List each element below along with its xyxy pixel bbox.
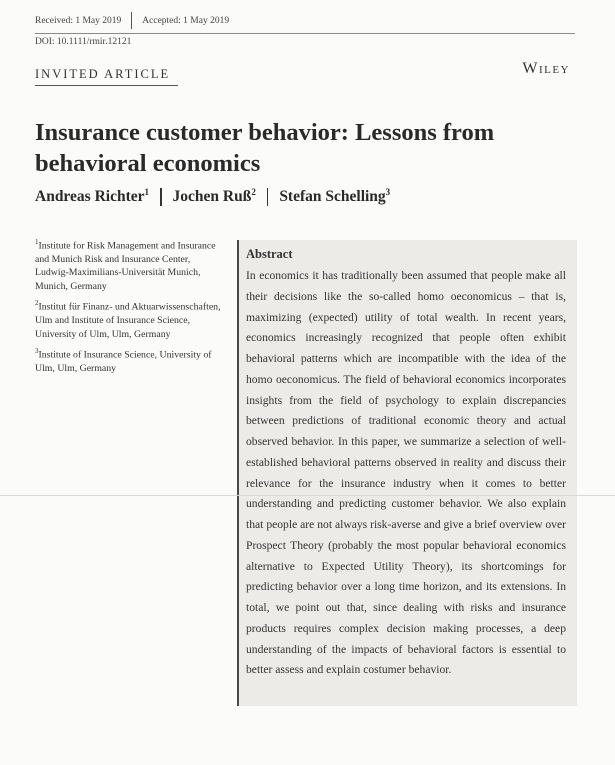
publisher-logo: Wiley [522,60,570,77]
article-dates [35,12,229,29]
accepted-date: Accepted: 1 May 2019 [142,15,230,26]
affiliations [35,236,225,379]
article-type-underline [35,85,178,86]
received-date: Received: 1 May 2019 [35,15,122,26]
affiliation: $^3$Institute of Insurance Science, University of Ulm, Ulm, Germany [35,346,212,374]
author: Stefan Schelling$^3$ [279,187,391,206]
paper-title: Insurance customer behavior: Lessons from behavioral economics [35,119,495,177]
dates-divider [131,12,132,29]
abstract-heading: Abstract [246,247,293,261]
affiliation: $^1$Institute for Risk Management and Insurance and Munich Risk and Insurance Center, Ludwig-Maximilians-Universität Munich, Munich, Germany [35,238,216,293]
header-rule [35,33,575,34]
author: Jochen Ruß$^2$ [172,187,256,206]
author-divider [267,188,269,206]
affiliation: $^2$Institut für Finanz- und Aktuarwissenschaften, Ulm and Institute of Insurance Science, University of Ulm, Ulm, Germany [35,299,221,340]
author-list [35,187,390,206]
abstract-text: In economics it has traditionally been assumed that people make all their decisions like the so-called homo oeconomicus – that is, maximizing (expected) utility of total wealth. In recent years, economics increasingly recognized that people often exhibit behavioral patterns which are incompatible with the idea of the homo oeconomicus. The field of behavioral economics incorporates insights from the field of psychology to explain discrepancies between predictions of traditional economic theory and actual observed behavior. In this paper, we summarize a selection of well-established behavioral patterns observed in reality and discuss their relevance for the insurance industry when it comes to better understanding and predicting customer behavior. We also explain that people are not always risk-averse and give a brief overview over Prospect Theory (probably the most popular behavioral economics alternative to Expected Utility Theory), its shortcomings for predicting behavior over a long time horizon, and its extensions. In total, we point out that, since dealing with risks and insurance products requires complex decision making processes, a deep understanding of the impacts of behavioral factors is essential to better assess and explain costumer behavior. [246,269,566,677]
article-type: INVITED ARTICLE [35,67,171,81]
author-divider [160,188,162,206]
author: Andreas Richter$^1$ [35,187,149,206]
scan-artifact-line [0,495,615,496]
doi: DOI: 10.1111/rmir.12121 [35,37,132,47]
